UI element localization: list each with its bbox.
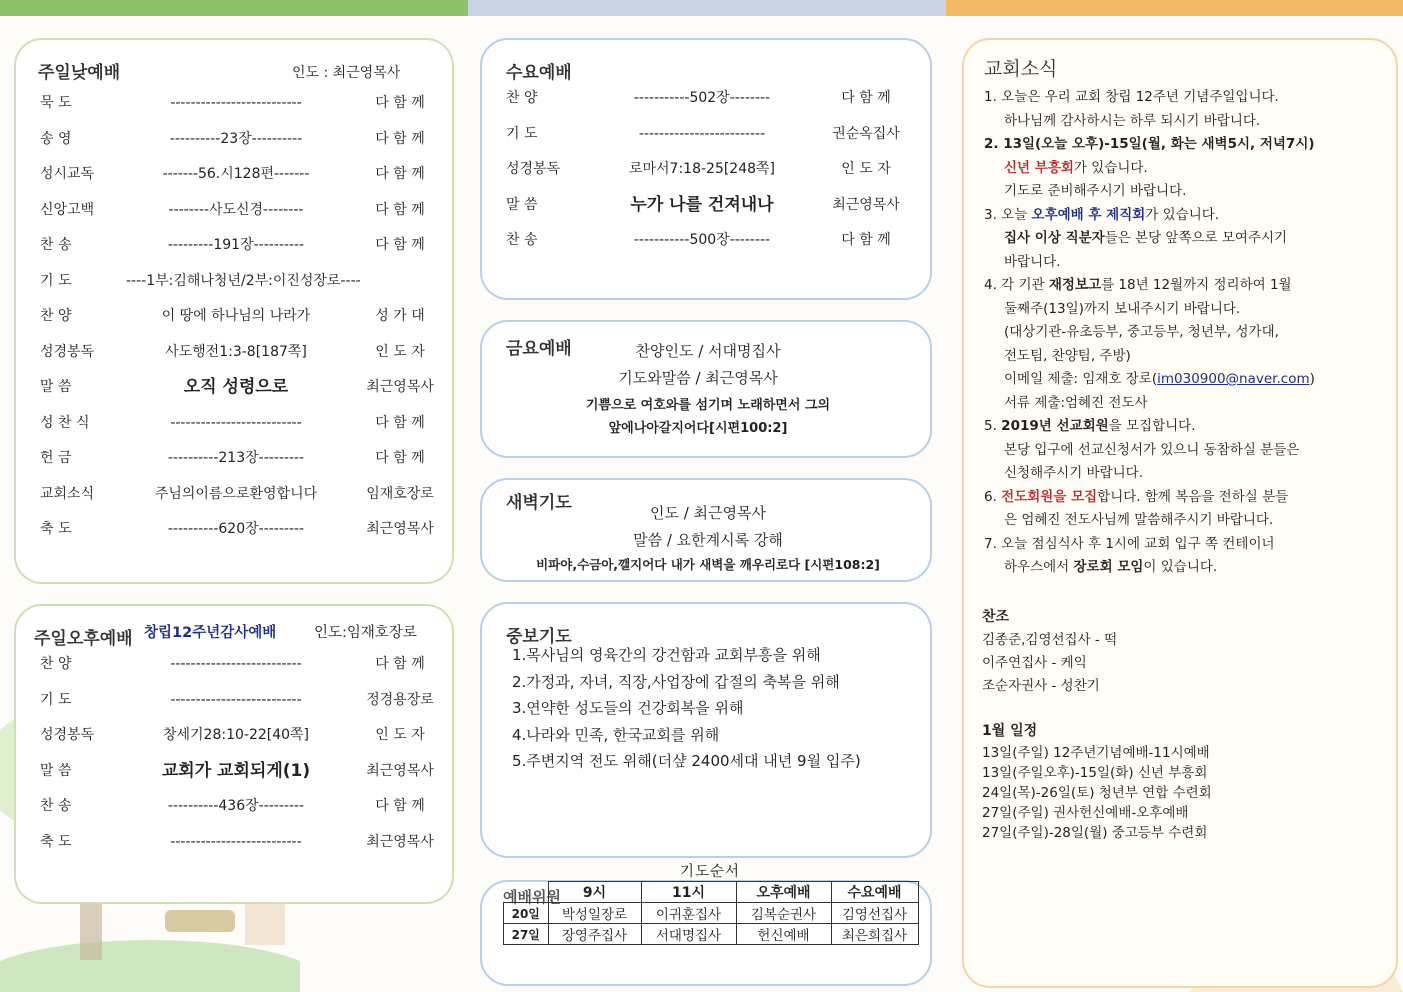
wednesday-title: 수요예배 (506, 63, 572, 83)
news-item-4-cont3: 전도팀, 찬양팀, 주방) (1004, 347, 1131, 364)
order-person: 다 함 께 (375, 798, 425, 814)
prayer-item: 2.가정과, 자녀, 직장,사업장에 갑절의 축복을 위해 (512, 672, 840, 691)
table-cell: 김복순권사 (736, 903, 831, 924)
dawn-prayer-panel (480, 478, 932, 582)
news-item-4-cont2: (대상기관-유초등부, 중고등부, 청년부, 성가대, (1004, 324, 1279, 340)
prayer-order-table (503, 881, 919, 945)
news-text: ) (1309, 371, 1315, 387)
news-bold: 집사 이상 직분자 (1004, 230, 1105, 246)
news-item-2-cont2: 기도로 준비해주시기 바랍니다. (1004, 183, 1187, 199)
meeting-highlight: 오후예배 후 제직회 (1031, 206, 1146, 223)
friday-title: 금요예배 (506, 339, 572, 359)
order-label: 묵 도 (40, 95, 72, 111)
table-cell: 김영선집사 (831, 903, 918, 924)
friday-line-1: 찬양인도 / 서대명집사 (635, 342, 781, 360)
morning-leader: 인도 : 최근영목사 (292, 65, 401, 81)
order-label: 성경봉독 (40, 343, 95, 360)
order-label: 교회소식 (40, 485, 95, 502)
order-person: 인 도 자 (375, 343, 425, 360)
order-person: 다 함 께 (375, 656, 425, 672)
table-header-row (504, 882, 919, 903)
order-label: 성 찬 식 (40, 414, 90, 431)
afternoon-title: 주일오후예배 (34, 629, 133, 649)
order-detail: -------------------------- (170, 656, 302, 672)
table-cell: 헌신예배 (736, 924, 831, 945)
news-bold: 재정보고 (1048, 277, 1102, 293)
news-text: 를 18년 12월까지 정리하여 1월 (1101, 277, 1292, 293)
order-detail: 창세기28:10-22[40쪽] (162, 727, 310, 743)
news-item-2-cont (984, 157, 1364, 181)
news-text: 3. 오늘 (984, 206, 1032, 223)
order-detail: -----------502장-------- (633, 90, 771, 106)
column-header: 9시 (548, 882, 641, 903)
order-detail: -----------500장-------- (633, 232, 771, 248)
dawn-title: 새벽기도 (506, 493, 572, 513)
news-item-5-cont2: 신청해주시기 바랍니다. (1004, 465, 1143, 481)
news-title: 교회소식 (984, 58, 1058, 80)
news-item-7: 7. 오늘 점심식사 후 1시에 교회 입구 쪽 컨테이너 (984, 535, 1275, 552)
news-item-4-email (984, 368, 1364, 392)
order-person: 정경용장로 (366, 691, 434, 708)
order-label: 말 씀 (40, 762, 72, 779)
prayer-order-title: 기도순서 (680, 864, 741, 880)
news-text: 가 있습니다. (1073, 159, 1148, 176)
order-person: 최근영목사 (366, 379, 434, 395)
column-header: 11시 (641, 882, 736, 903)
intercession-title: 중보기도 (506, 627, 572, 647)
table-corner (504, 882, 549, 903)
order-label: 헌 금 (40, 450, 72, 466)
order-label: 송 영 (40, 130, 72, 147)
sponsor-item: 조순자권사 - 성찬기 (982, 678, 1100, 694)
order-label: 성경봉독 (40, 727, 95, 743)
news-item-7-cont (984, 556, 1364, 580)
news-text: 이메일 제출: 임재호 장로( (1004, 371, 1158, 387)
friday-worship-panel (480, 320, 932, 458)
news-list (984, 86, 1364, 580)
committee-label: 예배위원 (503, 888, 561, 906)
order-label: 기 도 (40, 691, 72, 708)
news-text: 들은 본당 앞쪽으로 모여주시기 (1104, 230, 1288, 246)
sponsor-list (982, 629, 1117, 698)
sponsor-item: 이주연집사 - 케익 (982, 655, 1087, 671)
order-person: 성 가 대 (375, 308, 425, 324)
order-detail: 주님의이름으로환영합니다 (154, 485, 318, 502)
news-text: 을 모집합니다. (1108, 418, 1196, 434)
news-item-4 (984, 274, 1364, 298)
prayer-item: 5.주변지역 전도 위해(더샾 2400세대 내년 9월 입주) (512, 752, 861, 770)
dawn-verse: 비파야,수금아,깰지어다 내가 새벽을 깨우리로다 [시편108:2] (536, 557, 880, 572)
row-date: 27일 (504, 924, 549, 945)
order-detail: -------56.시128편------- (162, 166, 310, 182)
order-label: 찬 양 (506, 90, 538, 106)
order-person: 다 함 께 (375, 201, 425, 218)
table-cell: 박성일장로 (548, 903, 641, 924)
schedule-item: 24일(목)-26일(토) 청년부 연합 수련회 (982, 785, 1212, 801)
news-item-2: 2. 13일(오늘 오후)-15일(월, 화는 새벽5시, 저녁7시) (984, 136, 1315, 152)
news-item-4-cont4: 서류 제출:엄혜진 전도사 (1004, 394, 1148, 411)
order-label: 축 도 (40, 521, 72, 537)
order-person: 다 함 께 (375, 130, 425, 147)
order-label: 찬 송 (40, 237, 72, 253)
schedule-title: 1월 일정 (982, 723, 1038, 739)
order-label: 축 도 (40, 833, 72, 850)
order-detail: 오직 성령으로 (183, 377, 289, 397)
order-label: 기 도 (40, 272, 72, 289)
afternoon-worship-panel (14, 604, 454, 904)
afternoon-leader: 인도:임재호장로 (314, 625, 417, 641)
dawn-line-1: 인도 / 최근영목사 (649, 504, 767, 522)
column-header: 수요예배 (831, 882, 918, 903)
order-detail: -------------------------- (170, 833, 302, 850)
order-detail: 교회가 교회되게(1) (161, 760, 311, 781)
order-label: 신앙고백 (40, 201, 95, 218)
sponsor-title: 찬조 (982, 609, 1010, 625)
news-item-5 (984, 415, 1364, 439)
schedule-item: 13일(주일오후)-15일(화) 신년 부흥회 (982, 765, 1208, 781)
table-row (504, 924, 919, 945)
news-text: 합니다. 함께 복음을 전하실 분들 (1097, 488, 1289, 505)
order-detail: ----------436장--------- (167, 798, 305, 814)
news-item-3-cont (984, 227, 1364, 251)
order-detail: 이 땅에 하나님의 나라가 (161, 308, 311, 324)
top-bar-blue (468, 0, 946, 16)
order-person: 다 함 께 (375, 95, 425, 111)
wednesday-worship-panel (480, 38, 932, 300)
schedule-item: 13일(주일) 12주년기념예배-11시예배 (982, 745, 1210, 761)
order-detail: 누가 나를 건져내나 (630, 194, 774, 215)
news-bold: 장로회 모임 (1073, 559, 1144, 575)
order-detail: -------------------------- (170, 95, 302, 111)
schedule-item: 27일(주일)-28일(월) 중고등부 수련회 (982, 825, 1208, 841)
order-detail: ----------23장---------- (169, 130, 303, 147)
table-cell: 이귀훈집사 (641, 903, 736, 924)
schedule-item: 27일(주일) 권사헌신예배-오후예배 (982, 805, 1189, 821)
order-detail: 사도행전1:3-8[187쪽] (165, 343, 307, 360)
prayer-item: 4.나라와 민족, 한국교회를 위해 (512, 725, 720, 744)
schedule-list (982, 743, 1212, 843)
top-bar-green (0, 0, 468, 16)
order-label: 기 도 (506, 125, 538, 142)
order-person: 최근영목사 (366, 521, 434, 537)
friday-verse-1: 기쁨으로 여호와를 섬기며 노래하면서 그의 (585, 398, 831, 413)
order-label: 찬 양 (40, 656, 72, 672)
news-item-1-cont: 하나님께 감사하시는 하루 되시기 바랍니다. (1004, 112, 1261, 129)
order-label: 말 씀 (40, 379, 72, 395)
friday-line-2: 기도와말씀 / 최근영목사 (618, 369, 778, 387)
morning-title: 주일낮예배 (38, 63, 121, 83)
order-detail: --------사도신경-------- (168, 201, 304, 218)
news-text: 6. (984, 488, 1002, 505)
top-bar-orange (946, 0, 1403, 16)
news-text: 이 있습니다. (1143, 559, 1218, 575)
order-detail: ----1부:김해나청년/2부:이진성장로---- (126, 272, 361, 289)
order-person: 최근영목사 (366, 833, 434, 850)
order-person: 권순옥집사 (832, 125, 900, 142)
order-person: 다 함 께 (375, 414, 425, 431)
order-label: 찬 송 (506, 232, 538, 248)
order-detail: -------------------------- (170, 414, 302, 431)
sponsor-item: 김종준,김영선집사 - 떡 (982, 632, 1118, 648)
prayer-item: 3.연약한 성도들의 건강회복을 위해 (512, 699, 744, 717)
news-item-4-cont: 둘째주(13일)까지 보내주시기 바랍니다. (1004, 300, 1241, 317)
order-person: 다 함 께 (375, 237, 425, 253)
order-person: 다 함 께 (841, 90, 891, 106)
order-label: 말 씀 (506, 196, 538, 213)
order-detail: ----------213장--------- (167, 450, 305, 466)
intercession-panel (480, 602, 932, 858)
order-detail: ----------620장--------- (167, 521, 305, 537)
order-detail: ------------------------- (638, 125, 766, 142)
prayer-item: 1.목사님의 영육간의 강건함과 교회부흥을 위해 (512, 646, 821, 664)
news-text: 4. 각 기관 (984, 277, 1049, 293)
order-person: 다 함 께 (375, 166, 425, 182)
order-person: 다 함 께 (375, 450, 425, 466)
order-person: 최근영목사 (832, 196, 900, 213)
table-cell: 장영주집사 (548, 924, 641, 945)
news-text: 가 있습니다. (1145, 206, 1220, 223)
row-date: 20일 (504, 903, 549, 924)
news-item-5-cont: 본당 입구에 선교신청서가 있으니 동참하실 분들은 (1004, 441, 1300, 458)
morning-worship-panel (14, 38, 454, 584)
order-detail: 로마서7:18-25[248쪽] (628, 161, 776, 177)
order-detail: -------------------------- (170, 691, 302, 708)
news-text: 5. (984, 418, 1002, 434)
evangelism-highlight: 전도회원을 모집 (1001, 488, 1098, 505)
news-item-3 (984, 204, 1364, 228)
order-person: 다 함 께 (841, 232, 891, 248)
order-detail: ---------191장---------- (167, 237, 305, 253)
order-person: 인 도 자 (841, 161, 891, 177)
order-label: 찬 양 (40, 308, 72, 324)
order-person: 인 도 자 (375, 727, 425, 743)
email-link[interactable]: im030900@naver.com (1157, 371, 1310, 387)
friday-verse-2: 앞에나아갈지어다[시편100:2] (608, 421, 788, 436)
table-cell: 서대명집사 (641, 924, 736, 945)
news-item-6 (984, 486, 1364, 510)
order-person: 최근영목사 (366, 762, 434, 779)
revival-highlight: 신년 부흥회 (1004, 159, 1074, 176)
order-person: 임재호장로 (366, 485, 434, 502)
table-row (504, 903, 919, 924)
dawn-line-2: 말씀 / 요한계시록 강해 (633, 531, 783, 549)
order-label: 찬 송 (40, 798, 72, 814)
news-item-1: 1. 오늘은 우리 교회 창립 12주년 기념주일입니다. (984, 89, 1279, 105)
news-bold: 2019년 선교회원 (1001, 418, 1109, 434)
order-label: 성경봉독 (506, 161, 561, 177)
order-label: 성시교독 (40, 166, 95, 182)
column-header: 오후예배 (736, 882, 831, 903)
table-cell: 최은희집사 (831, 924, 918, 945)
afternoon-subtitle: 창립12주년감사예배 (144, 625, 277, 641)
news-item-3-cont2: 바랍니다. (1004, 253, 1061, 270)
news-item-6-cont: 은 엄혜진 전도사님께 말씀해주시기 바랍니다. (1004, 512, 1274, 528)
news-text: 하우스에서 (1004, 559, 1074, 575)
